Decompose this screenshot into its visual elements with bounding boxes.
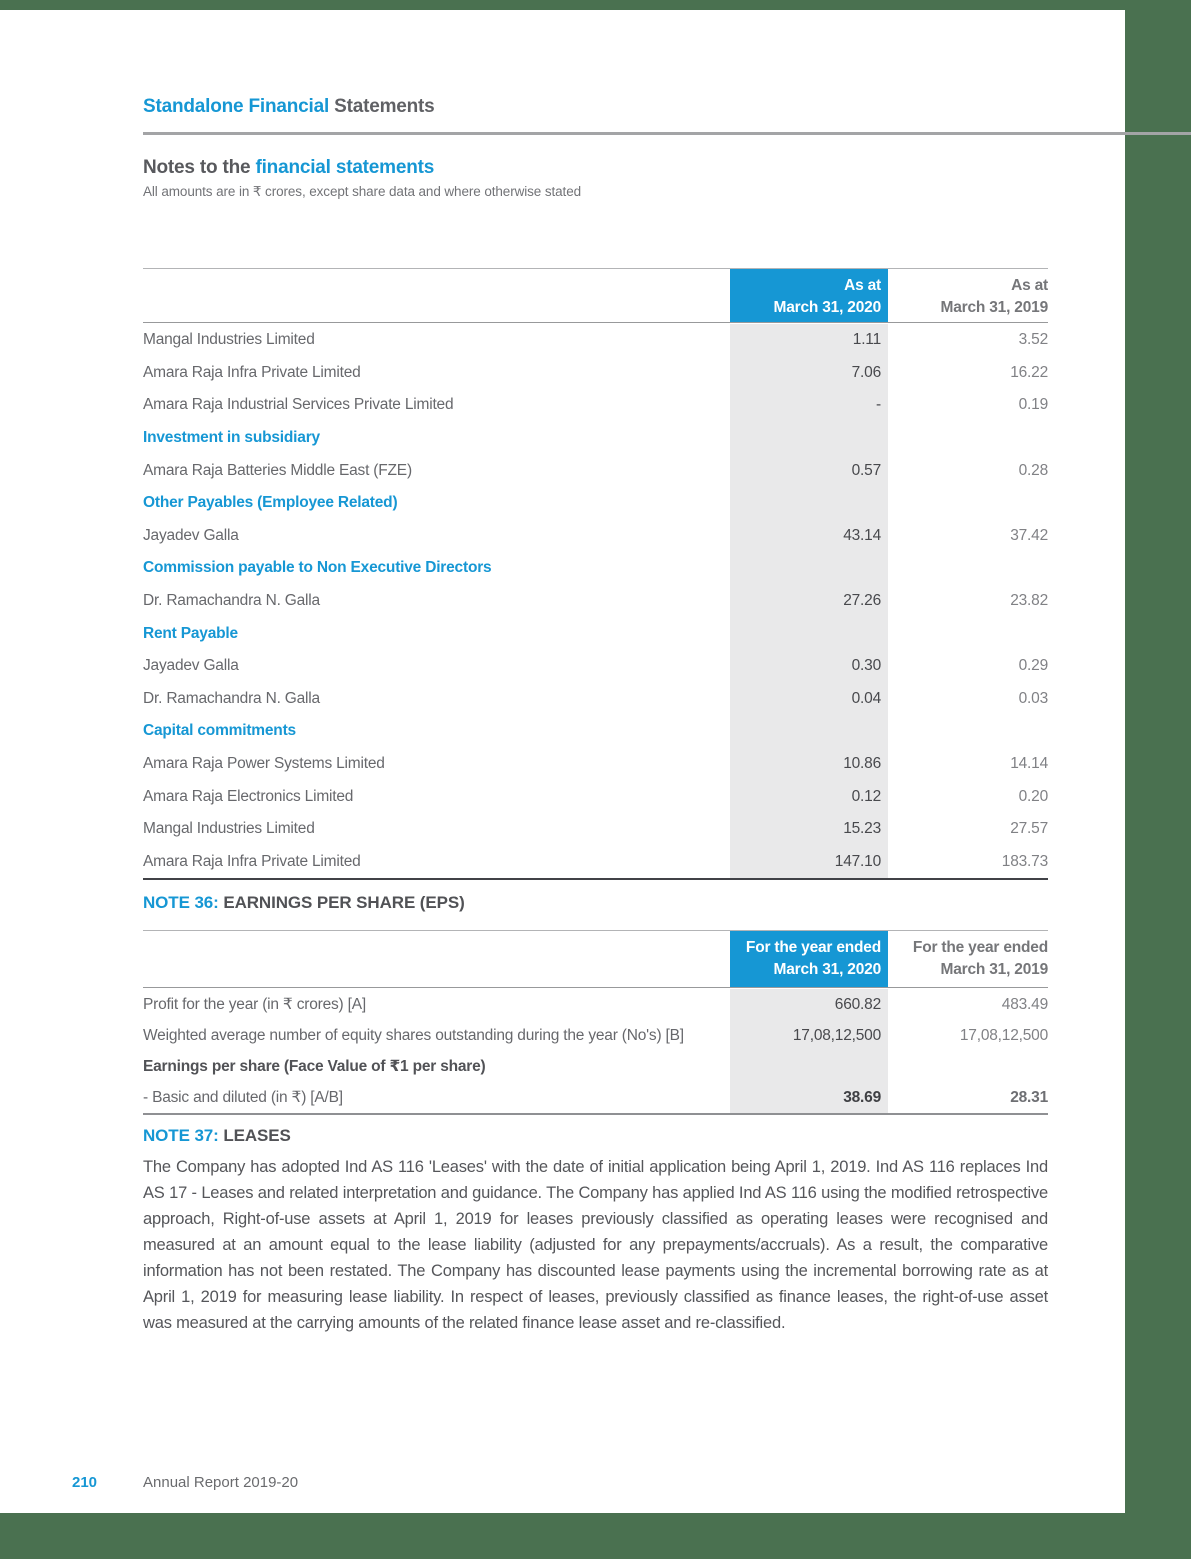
row-label: Commission payable to Non Executive Directors bbox=[143, 559, 492, 577]
row-value-2020: 147.10 bbox=[834, 852, 881, 870]
row-label: - Basic and diluted (in ₹) [A/B] bbox=[143, 1089, 343, 1106]
row-label: Dr. Ramachandra N. Galla bbox=[143, 592, 320, 610]
note-37-title bbox=[143, 1126, 291, 1146]
row-value-2020: 1.11 bbox=[852, 331, 881, 349]
row-value-2020: 38.69 bbox=[843, 1088, 881, 1106]
row-label: Investment in subsidiary bbox=[143, 429, 320, 447]
column-header-2019-line2: March 31, 2019 bbox=[940, 299, 1048, 316]
table-row bbox=[143, 650, 1048, 683]
row-value-2019: 0.20 bbox=[1018, 787, 1048, 805]
row-label: Other Payables (Employee Related) bbox=[143, 494, 398, 512]
eps-table-header bbox=[143, 931, 1048, 988]
row-label: Jayadev Galla bbox=[143, 526, 239, 544]
eps-table-rows bbox=[143, 989, 1048, 1113]
section-row bbox=[143, 552, 1048, 585]
table-row bbox=[143, 324, 1048, 357]
table-row bbox=[143, 357, 1048, 390]
row-value-2020: 7.06 bbox=[851, 363, 881, 381]
row-label: Mangal Industries Limited bbox=[143, 820, 315, 838]
table-row bbox=[143, 585, 1048, 618]
page-border-bottom bbox=[0, 1513, 1191, 1559]
table-row bbox=[143, 683, 1048, 716]
row-label: Capital commitments bbox=[143, 722, 296, 740]
eps-column-header-2019-line1: For the year ended bbox=[912, 939, 1048, 956]
running-header bbox=[143, 96, 435, 118]
row-label: Rent Payable bbox=[143, 624, 238, 642]
row-label: Dr. Ramachandra N. Galla bbox=[143, 689, 320, 707]
row-value-2020: 660.82 bbox=[834, 995, 881, 1013]
table-row bbox=[143, 813, 1048, 846]
column-header-2019 bbox=[878, 269, 1048, 319]
row-value-2019: 0.19 bbox=[1018, 396, 1048, 414]
related-party-table-header bbox=[143, 269, 1048, 323]
page-number: 210 bbox=[72, 1474, 98, 1491]
row-value-2020: 0.57 bbox=[851, 461, 881, 479]
section-row bbox=[143, 487, 1048, 520]
note-36-title bbox=[143, 893, 465, 913]
notes-title-highlight: financial statements bbox=[255, 157, 435, 178]
column-header-2019-line1: As at bbox=[1011, 277, 1048, 294]
row-label: Amara Raja Infra Private Limited bbox=[143, 852, 361, 870]
table-row bbox=[143, 748, 1048, 781]
row-value-2020: 43.14 bbox=[843, 526, 881, 544]
leases-paragraph: The Company has adopted Ind AS 116 'Leases' with the date of initial application being April 1, 2019. Ind AS 116 replaces Ind AS 17 - Leases and related interpretation and guidance. The Company has applied Ind AS 116 using the modified retrospective approach, Right-of-use assets at April 1, 2019 for leases previously classified as operating leases were recognised and measured at an amount equal to the lease liability (adjusted for any prepayments/accruals). As a result, the comparative information has not been restated. The Company has discounted lease payments using the incremental borrowing rate as at April 1, 2019 for measuring lease liability. In respect of leases, previously classified as finance leases, the right-of-use asset was measured at the carrying amounts of the related finance lease asset and re-classified. bbox=[143, 1158, 1048, 1332]
note-37-number: NOTE 37: bbox=[143, 1126, 224, 1145]
row-value-2020: 15.23 bbox=[843, 820, 881, 838]
eps-table bbox=[143, 930, 1048, 1115]
related-party-table bbox=[143, 268, 1048, 880]
row-value-2019: 14.14 bbox=[1010, 755, 1048, 773]
row-value-2019: 28.31 bbox=[1010, 1088, 1048, 1106]
row-label: Mangal Industries Limited bbox=[143, 331, 315, 349]
table-row bbox=[143, 780, 1048, 813]
row-value-2020: 0.30 bbox=[851, 657, 881, 675]
table-row bbox=[143, 389, 1048, 422]
table-row bbox=[143, 1082, 1048, 1113]
row-value-2020: 10.86 bbox=[843, 755, 881, 773]
page-border-right bbox=[1125, 0, 1191, 1559]
page-border-top bbox=[0, 0, 1191, 10]
row-value-2019: 37.42 bbox=[1010, 526, 1048, 544]
column-header-2020-line1: As at bbox=[844, 277, 881, 294]
row-value-2020: 0.12 bbox=[851, 787, 881, 805]
eps-column-header-2019 bbox=[878, 931, 1048, 981]
eps-column-header-2020-line1: For the year ended bbox=[745, 939, 881, 956]
row-label: Amara Raja Power Systems Limited bbox=[143, 755, 385, 773]
section-row bbox=[143, 422, 1048, 455]
section-row bbox=[143, 715, 1048, 748]
related-party-table-rows bbox=[143, 324, 1048, 878]
note-37-heading: LEASES bbox=[223, 1126, 291, 1145]
row-value-2019: 183.73 bbox=[1001, 852, 1048, 870]
row-label: Amara Raja Industrial Services Private Limited bbox=[143, 396, 454, 414]
eps-column-header-2020 bbox=[730, 931, 888, 987]
row-label: Amara Raja Infra Private Limited bbox=[143, 363, 361, 381]
row-label: Amara Raja Electronics Limited bbox=[143, 787, 354, 805]
row-value-2020: 27.26 bbox=[843, 592, 881, 610]
header-rule bbox=[143, 132, 1191, 135]
eps-column-header-2019-line2: March 31, 2019 bbox=[940, 961, 1048, 978]
row-value-2019: 17,08,12,500 bbox=[959, 1026, 1048, 1044]
row-value-2019: 27.57 bbox=[1010, 820, 1048, 838]
row-label: Jayadev Galla bbox=[143, 657, 239, 675]
row-value-2019: 23.82 bbox=[1010, 592, 1048, 610]
running-header-rest: Statements bbox=[329, 96, 435, 117]
row-label: Amara Raja Batteries Middle East (FZE) bbox=[143, 461, 412, 479]
row-value-2019: 0.03 bbox=[1018, 689, 1048, 707]
row-value-2020: 17,08,12,500 bbox=[792, 1026, 881, 1044]
footer-label: Annual Report 2019-20 bbox=[143, 1474, 299, 1491]
notes-title bbox=[143, 157, 434, 179]
table-row bbox=[143, 846, 1048, 879]
row-value-2019: 16.22 bbox=[1010, 363, 1048, 381]
row-value-2020: 0.04 bbox=[851, 689, 881, 707]
note-36-heading: EARNINGS PER SHARE (EPS) bbox=[223, 893, 465, 912]
row-label: Profit for the year (in ₹ crores) [A] bbox=[143, 996, 366, 1013]
column-header-2020-line2: March 31, 2020 bbox=[773, 299, 881, 316]
note-36-number: NOTE 36: bbox=[143, 893, 224, 912]
table-row bbox=[143, 454, 1048, 487]
row-value-2019: 3.52 bbox=[1018, 331, 1048, 349]
page-footer bbox=[72, 1474, 298, 1491]
running-header-highlight: Standalone Financial bbox=[143, 96, 330, 117]
section-row bbox=[143, 1051, 1048, 1082]
row-value-2020: - bbox=[876, 396, 881, 414]
notes-title-prefix: Notes to the bbox=[143, 157, 256, 178]
table-row bbox=[143, 989, 1048, 1020]
eps-column-header-2020-line2: March 31, 2020 bbox=[773, 961, 881, 978]
row-label: Earnings per share (Face Value of ₹1 per share) bbox=[143, 1058, 486, 1075]
notes-subtitle: All amounts are in ₹ crores, except share data and where otherwise stated bbox=[143, 184, 582, 199]
table-row bbox=[143, 520, 1048, 553]
row-value-2019: 0.28 bbox=[1018, 461, 1048, 479]
column-header-2020 bbox=[730, 269, 888, 322]
row-label: Weighted average number of equity shares outstanding during the year (No's) [B] bbox=[143, 1026, 684, 1044]
table-row bbox=[143, 1020, 1048, 1051]
section-row bbox=[143, 617, 1048, 650]
row-value-2019: 483.49 bbox=[1001, 995, 1048, 1013]
row-value-2019: 0.29 bbox=[1018, 657, 1048, 675]
